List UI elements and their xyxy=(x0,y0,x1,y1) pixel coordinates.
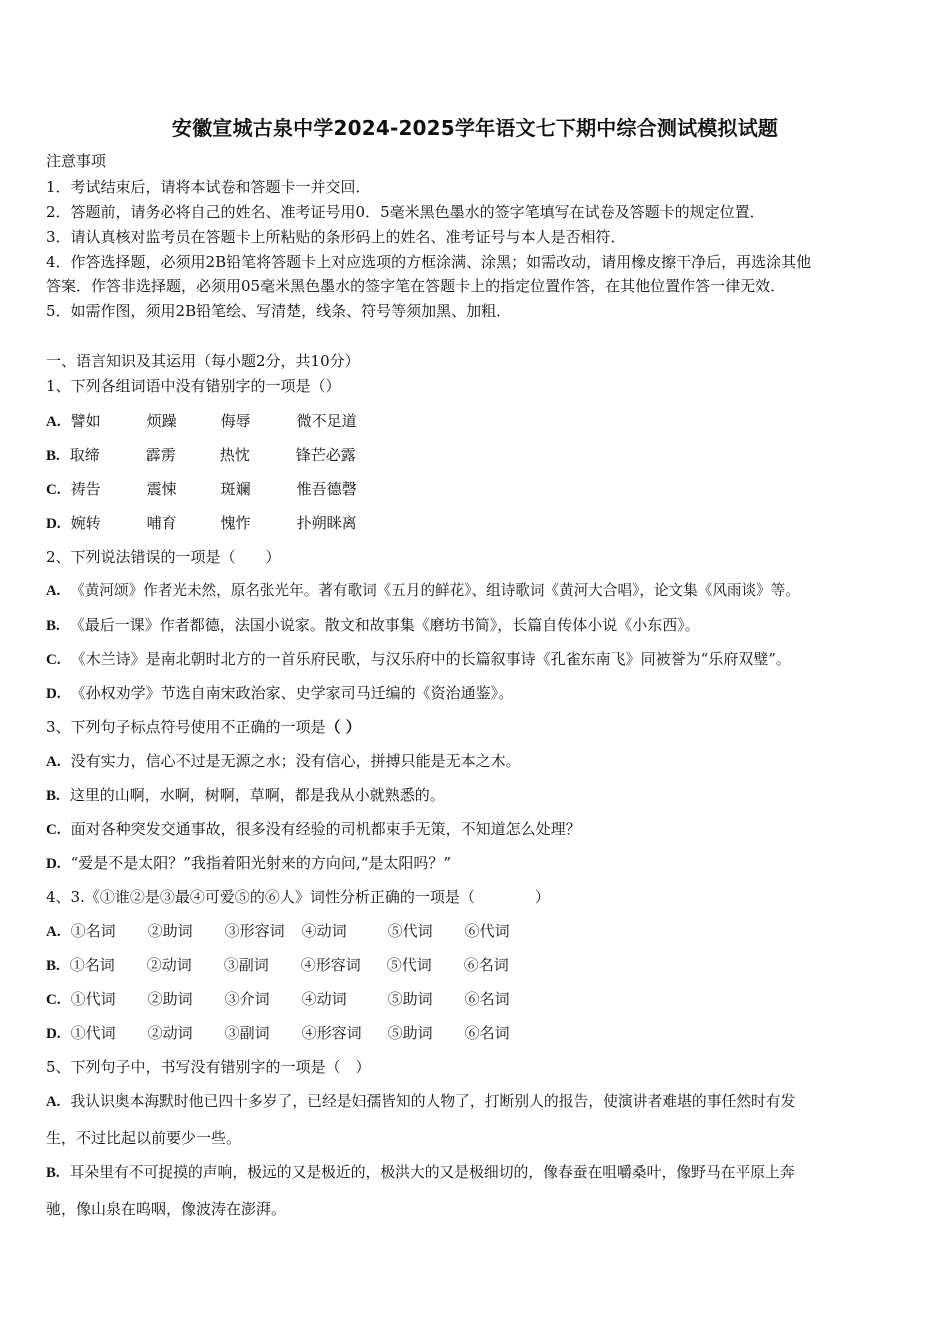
option-text: 这里的山啊，水啊，树啊，草啊，都是我从小就熟悉的。 xyxy=(69,786,445,804)
q5-option-a-cont: 生，不过比起以前要少一些。 xyxy=(46,1129,242,1147)
pos-item: ③副词 xyxy=(223,956,269,974)
word: 侮辱 xyxy=(220,412,251,430)
pos-item: ③形容词 xyxy=(224,922,285,940)
word: 愧怍 xyxy=(220,514,251,532)
q4-option-c xyxy=(46,989,542,1010)
pos-item: ③副词 xyxy=(224,1024,270,1042)
pos-item: ⑤助词 xyxy=(387,990,433,1008)
q2-option-d xyxy=(46,683,513,704)
word: 震悚 xyxy=(146,480,177,498)
option-label: C. xyxy=(46,482,61,498)
pos-item: ③介词 xyxy=(224,990,270,1008)
q4-option-b xyxy=(46,955,541,976)
option-label: B. xyxy=(46,788,60,804)
pos-item: ①代词 xyxy=(70,1024,116,1042)
option-label: A. xyxy=(46,754,61,770)
option-text: “爱是不是太阳？”我指着阳光射来的方向问,“是太阳吗？” xyxy=(70,854,452,872)
q3-option-c xyxy=(46,819,581,840)
pos-item: ⑥代词 xyxy=(464,922,510,940)
option-text: 面对各种突发交通事故，很多没有经验的司机都束手无策，不知道怎么处理？ xyxy=(70,820,581,838)
option-label: D. xyxy=(46,856,61,872)
pos-item: ④动词 xyxy=(301,990,347,1008)
pos-item: ②助词 xyxy=(147,922,193,940)
q5-option-b xyxy=(46,1163,795,1183)
word: 祷告 xyxy=(70,480,101,498)
q5-option-b-cont: 驰，像山泉在呜咽，像波涛在澎湃。 xyxy=(46,1200,287,1218)
option-text: 没有实力，信心不过是无源之水；没有信心，拼搏只能是无本之木。 xyxy=(70,752,521,770)
pos-item: ④形容词 xyxy=(300,956,361,974)
pos-item: ⑥名词 xyxy=(464,990,510,1008)
q1-option-a xyxy=(46,411,357,432)
question-stem xyxy=(46,717,361,737)
q2-option-b xyxy=(46,615,700,636)
pos-item: ⑤助词 xyxy=(387,1024,433,1042)
option-label: C. xyxy=(46,992,61,1008)
q3-option-a xyxy=(46,751,521,772)
pos-item: ②动词 xyxy=(146,956,192,974)
word: 取缔 xyxy=(69,446,100,464)
word: 微不足道 xyxy=(296,412,357,430)
option-text: 《最后一课》作者都德，法国小说家。散文和故事集《磨坊书简》，长篇自传体小说《小东西》。 xyxy=(69,616,700,634)
option-label: B. xyxy=(46,958,60,974)
word: 扑朔眯离 xyxy=(296,514,357,532)
q1-option-d xyxy=(46,513,357,534)
q2-option-c xyxy=(46,649,791,670)
word: 锋芒必露 xyxy=(295,446,356,464)
word: 斑斓 xyxy=(220,480,251,498)
word: 热忱 xyxy=(219,446,250,464)
option-text: 《黄河颂》作者光未然，原名张光年。著有歌词《五月的鲜花》、组诗歌词《黄河大合唱》，论文集《风雨谈》等。 xyxy=(70,582,800,599)
pos-item: ②助词 xyxy=(147,990,193,1008)
word: 惟吾德磬 xyxy=(296,480,357,498)
notice-heading: 注意事项 xyxy=(46,152,107,170)
notice-item: 答案．作答非选择题，必须用05毫米黑色墨水的签字笔在答题卡上的指定位置作答，在其他位置作答一律无效． xyxy=(46,277,786,295)
stem-text: 3、下列句子标点符号使用不正确的一项是 xyxy=(46,718,326,736)
option-label: D. xyxy=(46,1026,61,1042)
pos-item: ①名词 xyxy=(70,922,116,940)
q1-option-b xyxy=(46,445,356,466)
option-label: A. xyxy=(46,583,61,599)
option-label: D. xyxy=(46,686,61,702)
page-title: 安徽宣城古泉中学2024-2025学年语文七下期中综合测试模拟试题 xyxy=(171,116,779,140)
pos-item: ⑥名词 xyxy=(464,1024,510,1042)
pos-item: ④动词 xyxy=(301,922,347,940)
q5-option-a xyxy=(46,1092,795,1112)
answer-bracket: （ ） xyxy=(325,718,361,736)
option-label: B. xyxy=(46,448,60,464)
option-text: 我认识奥本海默时他已四十多岁了，已经是妇孺皆知的人物了，打断别人的报告，使演讲者难堪的事任然时有发 xyxy=(70,1093,796,1110)
option-label: B. xyxy=(46,1165,60,1181)
q2-option-a xyxy=(46,581,800,601)
question-stem: 5、下列句子中，书写没有错别字的一项是（ ） xyxy=(46,1058,371,1076)
notice-item: 2．答题前，请务必将自己的姓名、准考证号用0．5毫米黑色墨水的签字笔填写在试卷及答题卡的规定位置． xyxy=(46,203,765,221)
pos-item: ②动词 xyxy=(147,1024,193,1042)
option-text: 《木兰诗》是南北朝时北方的一首乐府民歌，与汉乐府中的长篇叙事诗《孔雀东南飞》同被誉为“乐府双璧”。 xyxy=(70,650,791,668)
pos-item: ⑤代词 xyxy=(386,956,432,974)
option-label: A. xyxy=(46,924,61,940)
option-label: D. xyxy=(46,516,61,532)
option-label: C. xyxy=(46,822,61,838)
word: 霹雳 xyxy=(145,446,176,464)
word: 譬如 xyxy=(70,412,101,430)
question-stem: 1、下列各组词语中没有错别字的一项是（） xyxy=(46,377,341,395)
word: 哺育 xyxy=(146,514,177,532)
option-label: A. xyxy=(46,1094,61,1110)
notice-item: 5．如需作图，须用2B铅笔绘、写清楚，线条、符号等须加黑、加粗． xyxy=(46,302,512,320)
option-text: 《孙权劝学》节选自南宋政治家、史学家司马迁编的《资治通鉴》。 xyxy=(70,684,514,702)
option-label: A. xyxy=(46,414,61,430)
question-stem: 2、下列说法错误的一项是（ ） xyxy=(46,548,281,566)
q4-option-d xyxy=(46,1023,542,1044)
pos-item: ⑤代词 xyxy=(387,922,433,940)
pos-item: ①名词 xyxy=(69,956,115,974)
pos-item: ④形容词 xyxy=(301,1024,362,1042)
pos-item: ①代词 xyxy=(70,990,116,1008)
pos-item: ⑥名词 xyxy=(463,956,509,974)
notice-item: 3．请认真核对监考员在答题卡上所粘贴的条形码上的姓名、准考证号与本人是否相符． xyxy=(46,228,626,246)
q3-option-b xyxy=(46,785,445,806)
notice-item: 4．作答选择题，必须用2B铅笔将答题卡上对应选项的方框涂满、涂黑；如需改动，请用橡皮擦干净后，再选涂其他 xyxy=(46,253,812,271)
question-stem: 4、3.《①谁②是③最④可爱⑤的⑥人》词性分析正确的一项是（ ） xyxy=(46,888,550,906)
q1-option-c xyxy=(46,479,357,500)
option-label: B. xyxy=(46,618,60,634)
notice-item: 1．考试结束后，请将本试卷和答题卡一并交回． xyxy=(46,178,371,196)
word: 婉转 xyxy=(70,514,101,532)
word: 烦躁 xyxy=(146,412,177,430)
section-heading: 一、语言知识及其运用（每小题2分，共10分） xyxy=(46,352,360,370)
q3-option-d xyxy=(46,853,451,874)
option-text: 耳朵里有不可捉摸的声响，极远的又是极近的，极洪大的又是极细切的，像春蚕在咀嚼桑叶，像野马在平原上奔 xyxy=(69,1164,795,1181)
option-label: C. xyxy=(46,652,61,668)
q4-option-a xyxy=(46,921,542,942)
